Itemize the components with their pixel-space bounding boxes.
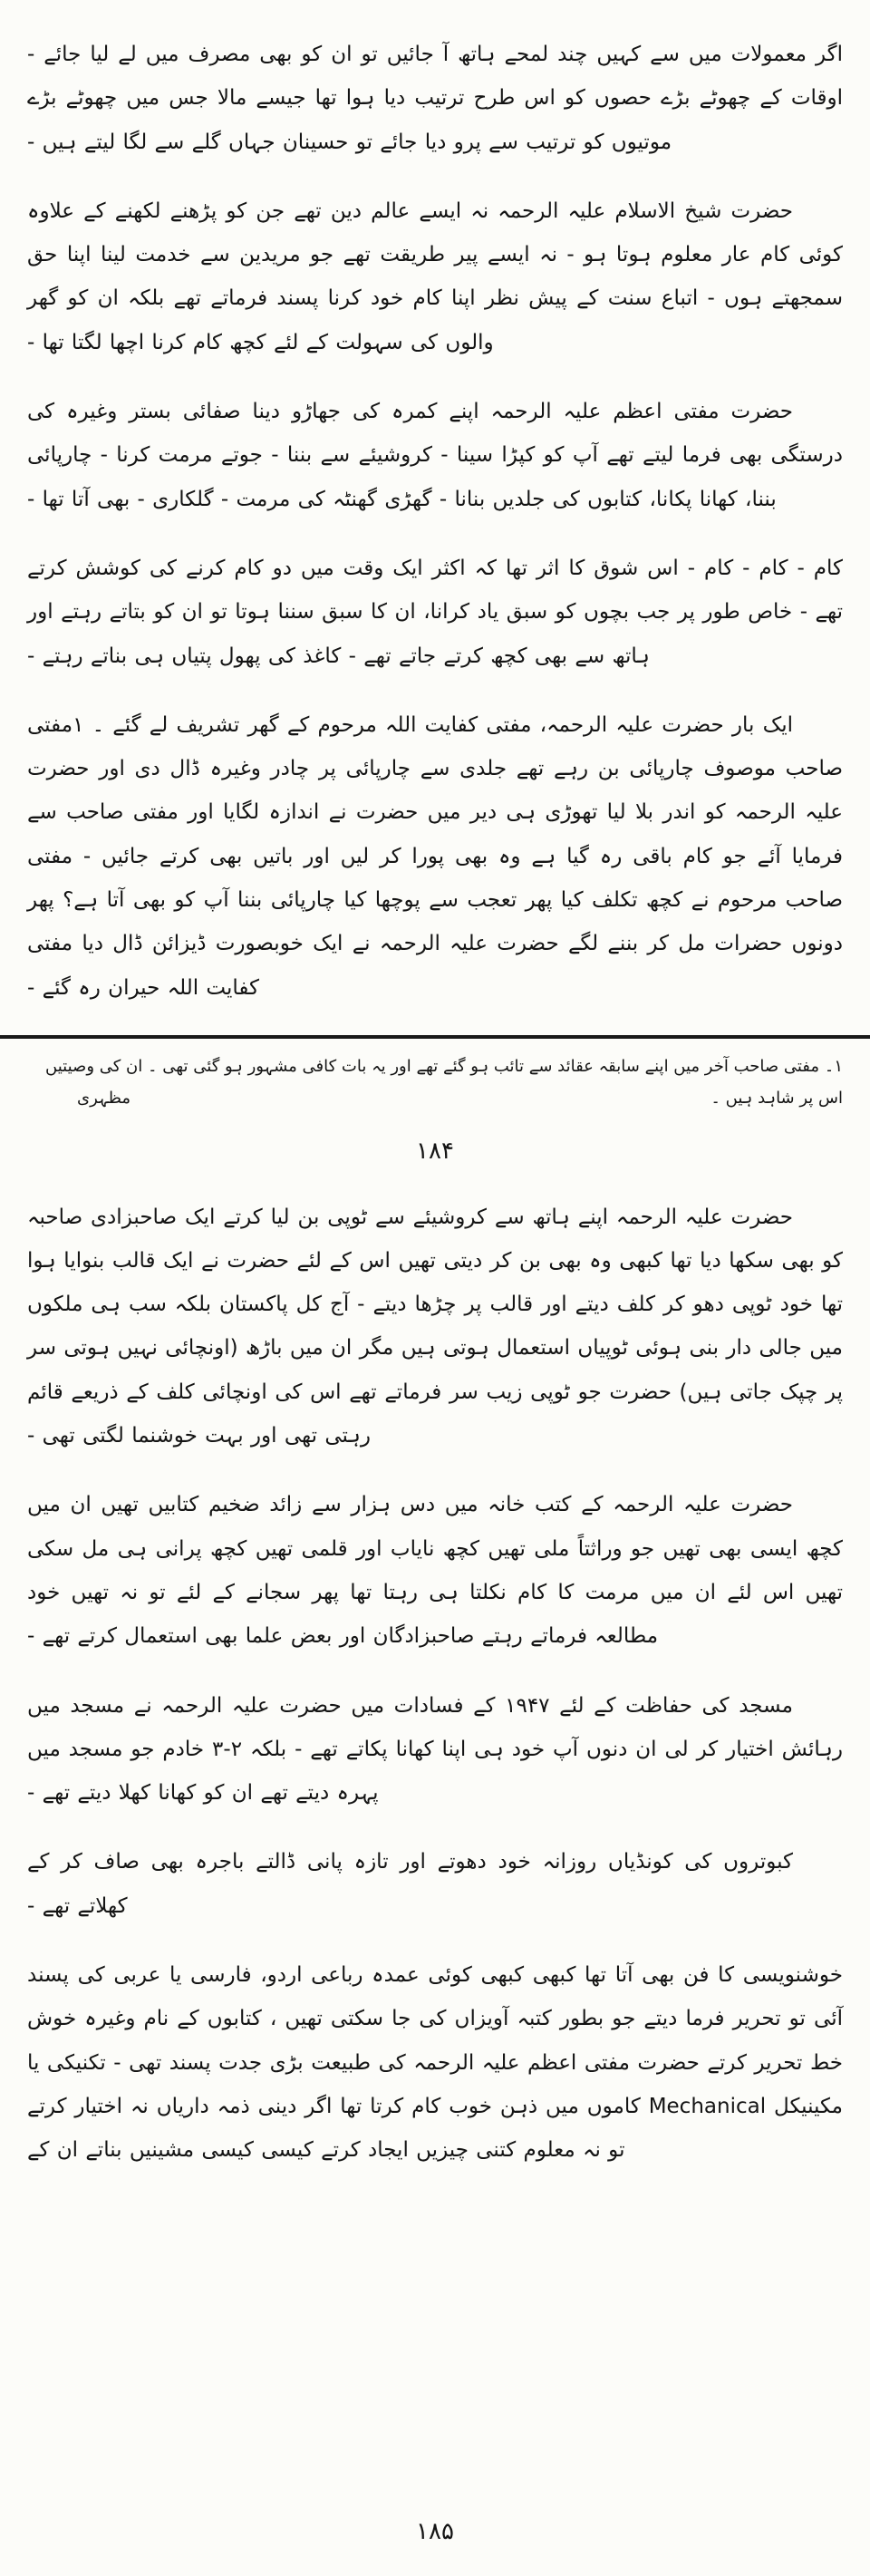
- body-paragraph-5: ایک بار حضرت علیہ الرحمہ، مفتی کفایت اللہ مرحوم کے گھر تشریف لے گئے ۔ ۱مفتی صاحب موصوف چارپائی بن رہے تھے جلدی سے چارپائی پر چادر وغیرہ ڈال دی اور حضرت علیہ الرحمہ کو اندر بلا لیا تھوڑی ہی دیر میں حضرت نے اندازہ لگایا اور مفتی صاحب سے فرمایا آئے جو کام باقی رہ گیا ہے وہ بھی پورا کر لیں اور باتیں بھی کرتے جائیں - مفتی صاحب مرحوم نے کچھ تکلف کیا پھر تعجب سے پوچھا کیا چارپائی بننا آپ کو بھی آتا ہے؟ پھر دونوں حضرات مل کر بننے لگے حضرت علیہ الرحمہ نے ایک خوبصورت ڈیزائن ڈال دیا مفتی کفایت اللہ حیران رہ گئے -: [27, 712, 843, 1000]
- body-paragraph-7: حضرت علیہ الرحمہ کے کتب خانہ میں دس ہزار سے زائد ضخیم کتابیں تھیں ان میں کچھ ایسی بھی تھیں جو وراثتاً ملی تھیں کچھ نایاب اور قلمی تھیں کچھ پرانی ہی مل سکی تھیں اس لئے ان میں مرمت کا کام نکلتا ہی رہتا تھا پھر سجانے کے لئے تو نہ تھیں خود مطالعہ فرماتے رہتے صاحبزادگان اور بعض علما بھی استعمال کرتے تھے -: [27, 1493, 843, 1649]
- body-paragraph-2: حضرت شیخ الاسلام علیہ الرحمہ نہ ایسے عالم دین تھے جن کو پڑھنے لکھنے کے علاوہ کوئی کام عار معلوم ہوتا ہو - نہ ایسے پیر طریقت تھے جو مریدین سے خدمت لینا اپنا حق سمجھتے ہوں - اتباع سنت کے پیش نظر اپنا کام خود کرنا پسند فرماتے تھے بلکہ ان کو گھر والوں کی سہولت کے لئے کچھ کام کرنا اچھا لگتا تھا -: [27, 199, 843, 354]
- body-paragraph-4: کام - کام - کام - اس شوق کا اثر تھا کہ اکثر ایک وقت میں دو کام کرنے کی کوشش کرتے تھے - خاص طور پر جب بچوں کو سبق یاد کرانا، ان کا سبق سننا ہوتا تو ان کو بتاتے رہتے اور ہاتھ سے بھی کچھ کرتے جاتے تھے - کاغذ کی پھول پتیاں ہی بناتے رہتے -: [27, 556, 843, 668]
- footnote-divider: [0, 1035, 870, 1039]
- footnote-continuation: اس پر شاہد ہیں ۔: [710, 1089, 843, 1109]
- body-paragraph-1: اگر معمولات میں سے کہیں چند لمحے ہاتھ آ جائیں تو ان کو بھی مصرف میں لے لیا جائے - اوقات کے چھوٹے بڑے حصوں کو اس طرح ترتیب دیا ہوا تھا جیسے مالا جس میں چھوٹے بڑے موتیوں کو ترتیب سے پرو دیا جائے تو حسینان جہاں گلے سے لگا لیتے ہیں -: [27, 43, 843, 154]
- footnote-line-2: [27, 1083, 843, 1113]
- body-paragraph-10: خوشنویسی کا فن بھی آتا تھا کبھی کبھی کوئی عمدہ رباعی اردو، فارسی یا عربی کی پسند آئی تو تحریر فرما دیتے جو بطور کتبہ آویزاں کی جا سکتی تھیں ، کتابوں کے نام وغیرہ خوش خط تحریر کرتے حضرت مفتی اعظم علیہ الرحمہ کی طبیعت بڑی جدت پسند تھی - تکنیکی یا مکینیکل Mechanical کاموں میں ذہن خوب کام کرتا تھا اگر دینی ذمہ داریاں نہ اختیار کرتے تو نہ معلوم کتنی چیزیں ایجاد کرتے کیسی کیسی مشینیں بناتے ان کے: [27, 1962, 843, 2163]
- body-paragraph-8: مسجد کی حفاظت کے لئے ۱۹۴۷ کے فسادات میں حضرت علیہ الرحمہ نے مسجد میں رہائش اختیار کر لی ان دنوں آپ خود ہی اپنا کھانا پکاتے تھے - بلکہ ۲-۳ خادم جو مسجد میں پہرہ دیتے تھے ان کو کھانا کھلا دیتے تھے -: [27, 1693, 843, 1806]
- body-paragraph-6: حضرت علیہ الرحمہ اپنے ہاتھ سے کروشیئے سے ٹوپی بن لیا کرتے ایک صاحبزادی صاحبہ کو بھی سکھا دیا تھا کبھی وہ بھی بن کر دیتی تھیں اس کے لئے حضرت نے ایک قالب بنوایا ہوا تھا خود ٹوپی دھو کر کلف دیتے اور قالب پر چڑھا دیتے - آج کل پاکستان بلکہ سب ہی ملکوں میں جالی دار بنی ہوئی ٹوپیاں استعمال ہوتی ہیں مگر ان میں باڑھ (اونچائی نہیں ہوتی سر پر چپک جاتی ہیں) حضرت جو ٹوپی زیب سر فرماتے تھے اس کی اونچائی کلف کے ذریعے قائم رہتی تھی اور بہت خوشنما لگتی تھی -: [27, 1205, 843, 1448]
- page-number-184: ۱۸۴: [416, 1137, 454, 1165]
- body-paragraph-3: حضرت مفتی اعظم علیہ الرحمہ اپنے کمرہ کی جھاڑو دینا صفائی بستر وغیرہ کی درستگی بھی فرما لیتے تھے آپ کو کپڑا سینا - کروشیئے سے بننا - جوتے مرمت کرنا - چارپائی بننا، کھانا پکانا، کتابوں کی جلدیں بنانا - گھڑی گھنٹہ کی مرمت - گلکاری - بھی آتا تھا -: [27, 400, 843, 511]
- footnote-source-mazhari: مظہری: [77, 1089, 130, 1109]
- page-number-185: ۱۸۵: [416, 2518, 454, 2545]
- footnote-line-1: ۱۔ مفتی صاحب آخر میں اپنے سابقہ عقائد سے تائب ہو گئے تھے اور یہ بات کافی مشہور ہو گئی تھی ۔ ان کی وصیتیں: [45, 1056, 843, 1076]
- body-paragraph-9: کبوتروں کی کونڈیاں روزانہ خود دھوتے اور تازہ پانی ڈالتے باجرہ بھی صاف کر کے کھلاتے تھے -: [27, 1850, 793, 1918]
